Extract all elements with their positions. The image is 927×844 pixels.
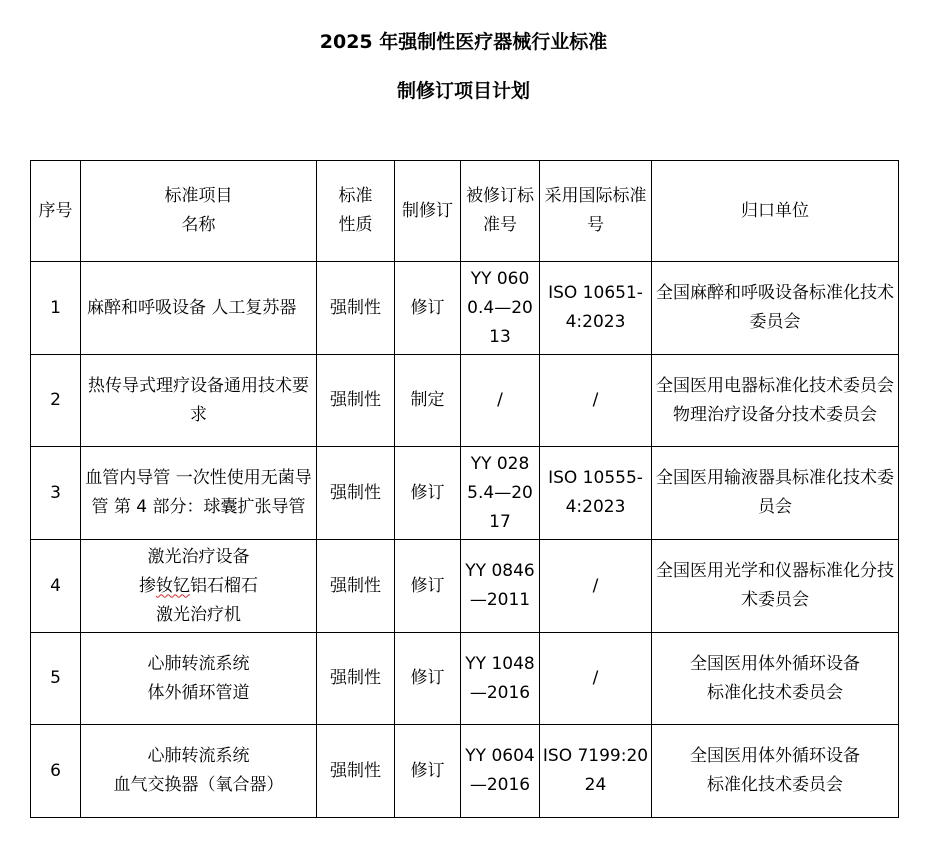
cell-revision-type: 修订 [395,633,461,725]
document-title: 2025 年强制性医疗器械行业标准 [319,31,608,53]
cell-committee: 全国医用输液器具标准化技术委员会 [652,447,899,540]
cell-serial-no: 5 [31,633,81,725]
cell-revised-standard: YY 0846—2011 [461,540,540,633]
cell-project-name: 心肺转流系统 血气交换器（氧合器） [81,725,317,818]
spellcheck-marked-text: 钕钇 [156,575,190,596]
project-name-segment: 铝石榴石 [190,575,258,596]
document-subtitle: 制修订项目计划 [396,80,530,102]
cell-international-standard: ISO 7199:2024 [540,725,652,818]
cell-serial-no: 6 [31,725,81,818]
cell-project-name: 热传导式理疗设备通用技术要求 [81,355,317,447]
cell-project-name: 心肺转流系统 体外循环管道 [81,633,317,725]
cell-international-standard: / [540,355,652,447]
cell-serial-no: 1 [31,262,81,355]
header-nature: 标准 性质 [317,161,395,262]
project-name-line: 激光治疗设备 [147,546,250,567]
cell-project-name: 麻醉和呼吸设备 人工复苏器 [81,262,317,355]
cell-project-name [81,540,317,633]
standards-table [30,160,899,818]
header-revised-standard: 被修订标准号 [461,161,540,262]
cell-nature: 强制性 [317,262,395,355]
cell-revised-standard: / [461,355,540,447]
table-row [31,447,899,540]
cell-revision-type: 修订 [395,540,461,633]
cell-revised-standard: YY 0285.4—2017 [461,447,540,540]
cell-nature: 强制性 [317,633,395,725]
project-name-line: 激光治疗机 [156,604,241,625]
cell-international-standard: / [540,633,652,725]
cell-international-standard: / [540,540,652,633]
table-row [31,725,899,818]
project-name-line [83,572,314,601]
cell-nature: 强制性 [317,355,395,447]
header-revision-type: 制修订 [395,161,461,262]
cell-nature: 强制性 [317,725,395,818]
cell-project-name: 血管内导管 一次性使用无菌导管 第 4 部分：球囊扩张导管 [81,447,317,540]
cell-revision-type: 修订 [395,447,461,540]
cell-revised-standard: YY 0604—2016 [461,725,540,818]
table-header-row [31,161,899,262]
table-row [31,355,899,447]
cell-nature: 强制性 [317,447,395,540]
cell-committee: 全国医用体外循环设备 标准化技术委员会 [652,633,899,725]
cell-committee: 全国麻醉和呼吸设备标准化技术委员会 [652,262,899,355]
cell-serial-no: 3 [31,447,81,540]
cell-committee: 全国医用体外循环设备 标准化技术委员会 [652,725,899,818]
cell-international-standard: ISO 10651-4:2023 [540,262,652,355]
cell-revision-type: 修订 [395,262,461,355]
cell-nature: 强制性 [317,540,395,633]
cell-committee: 全国医用光学和仪器标准化分技术委员会 [652,540,899,633]
table-row [31,633,899,725]
cell-international-standard: ISO 10555-4:2023 [540,447,652,540]
cell-serial-no: 2 [31,355,81,447]
cell-serial-no: 4 [31,540,81,633]
project-name-segment: 掺 [139,575,156,596]
header-project-name: 标准项目 名称 [81,161,317,262]
cell-revision-type: 修订 [395,725,461,818]
cell-revision-type: 制定 [395,355,461,447]
header-international-standard: 采用国际标准号 [540,161,652,262]
header-serial-no: 序号 [31,161,81,262]
header-committee: 归口单位 [652,161,899,262]
table-row [31,540,899,633]
cell-revised-standard: YY 1048—2016 [461,633,540,725]
cell-committee: 全国医用电器标准化技术委员会物理治疗设备分技术委员会 [652,355,899,447]
table-row [31,262,899,355]
cell-revised-standard: YY 0600.4—2013 [461,262,540,355]
